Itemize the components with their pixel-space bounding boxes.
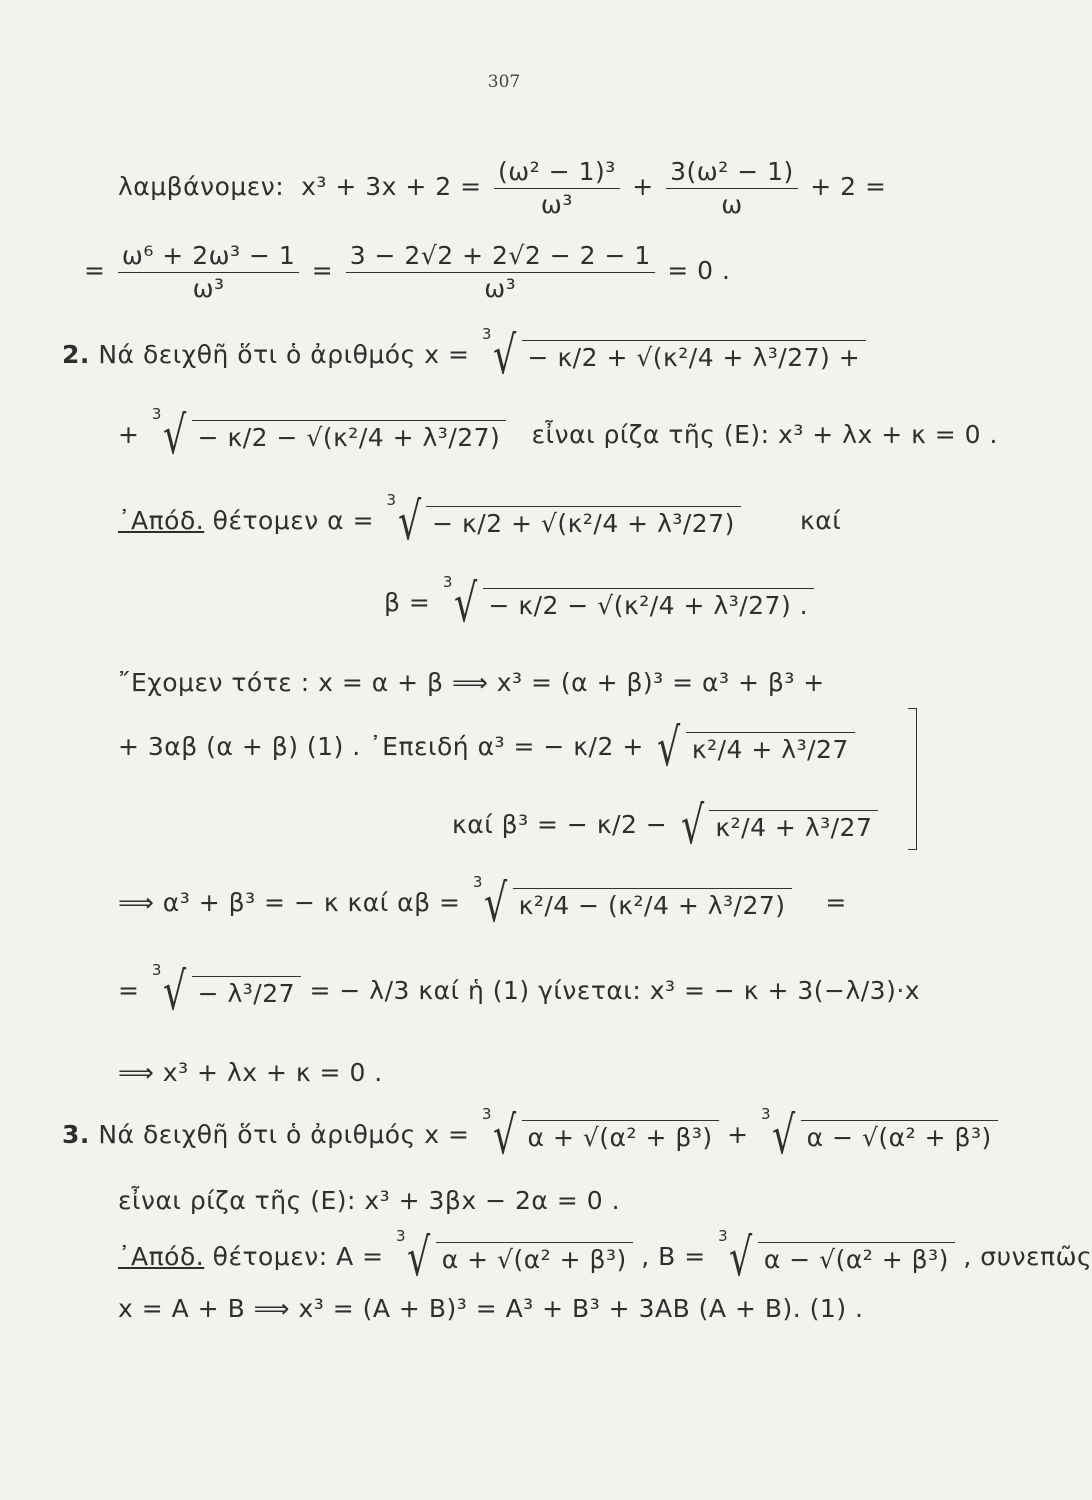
cube-root bbox=[714, 1227, 955, 1288]
expr-becomes: = − λ/3 καί ἡ (1) γίνεται: x³ = − κ + 3(−λ/3)·x bbox=[309, 976, 921, 1005]
radicand: κ²/4 − (κ²/4 + λ³/27) bbox=[513, 888, 792, 920]
fraction-4 bbox=[346, 242, 655, 302]
beta-lhs: β = bbox=[384, 588, 431, 617]
radical-sign: √ bbox=[162, 406, 187, 466]
radical-sign: √ bbox=[162, 962, 187, 1022]
cube-root bbox=[439, 573, 814, 634]
root-index: 3 bbox=[481, 1105, 492, 1123]
fraction-3-num: ω⁶ + 2ω³ − 1 bbox=[118, 242, 299, 273]
radicand: − κ/2 + √(κ²/4 + λ³/27) bbox=[426, 506, 741, 538]
fraction-2-num: 3(ω² − 1) bbox=[666, 158, 798, 189]
fraction-3-den: ω³ bbox=[192, 273, 225, 303]
plus-sign: + bbox=[632, 172, 654, 201]
fraction-3 bbox=[118, 242, 299, 302]
root-of-equation-text: εἶναι ρίζα τῆς (E): x³ + λx + κ = 0 . bbox=[531, 420, 998, 449]
radical-sign: √ bbox=[453, 574, 478, 634]
page-number: 307 bbox=[487, 72, 521, 92]
fraction-4-den: ω³ bbox=[484, 273, 517, 303]
root-index: 3 bbox=[481, 325, 492, 343]
radical-sign: √ bbox=[772, 1106, 796, 1166]
plus-sign: + bbox=[118, 420, 140, 449]
radical-sign: √ bbox=[680, 796, 705, 856]
cube-root bbox=[757, 1105, 998, 1166]
problem-text: Νά δειχθῆ ὅτι ὁ ἀριθμός x = bbox=[98, 1120, 470, 1149]
cube-root bbox=[148, 961, 301, 1022]
radicand: α − √(α² + β³) bbox=[801, 1120, 998, 1152]
line-final: ⟹ x³ + λx + κ = 0 . bbox=[118, 1058, 383, 1087]
proof-text: θέτομεν α = bbox=[212, 506, 375, 535]
proof-text: θέτομεν: A = bbox=[212, 1242, 384, 1271]
root-index: 3 bbox=[472, 873, 483, 891]
proof-2-line bbox=[118, 1227, 1092, 1288]
fraction-2-den: ω bbox=[721, 189, 743, 219]
line-3ab bbox=[118, 718, 855, 778]
problem-2-line-2 bbox=[118, 405, 998, 466]
problem-2-statement bbox=[62, 325, 866, 386]
expr-3ab: + 3αβ (α + β) (1) . ᾿Επειδή α³ = − κ/2 + bbox=[118, 732, 644, 761]
radicand: − κ/2 − √(κ²/4 + λ³/27) bbox=[192, 420, 507, 452]
synepos-text: , συνεπῶς bbox=[963, 1242, 1092, 1271]
line-exomen: ῎Εχομεν τότε : x = α + β ⟹ x³ = (α + β)³ = α³ + β³ + bbox=[118, 668, 825, 697]
radicand: α + √(α² + β³) bbox=[436, 1242, 633, 1274]
expr-implies: ⟹ α³ + β³ = − κ καί αβ = bbox=[118, 888, 461, 917]
proof-label: ᾿Απόδ. bbox=[118, 1242, 205, 1271]
problem-number: 2. bbox=[62, 340, 90, 369]
line-implies-ab bbox=[118, 873, 847, 934]
expr-tail: + 2 = bbox=[810, 172, 887, 201]
proof-line-alpha bbox=[118, 491, 842, 552]
radical-sign: √ bbox=[397, 492, 422, 552]
radical-sign: √ bbox=[492, 1106, 517, 1166]
fraction-1 bbox=[494, 158, 620, 218]
square-root bbox=[652, 718, 855, 778]
root-index: 3 bbox=[760, 1105, 772, 1123]
cube-root bbox=[478, 325, 866, 386]
line-omega bbox=[84, 242, 730, 302]
equals-sign: = bbox=[825, 888, 847, 917]
root-index: 3 bbox=[442, 573, 453, 591]
cube-root bbox=[392, 1227, 633, 1288]
expr-b: , B = bbox=[641, 1242, 706, 1271]
radicand: α + √(α² + β³) bbox=[522, 1120, 719, 1152]
radicand: κ²/4 + λ³/27 bbox=[709, 810, 878, 842]
fraction-1-den: ω³ bbox=[540, 189, 573, 219]
proof-label: ᾿Απόδ. bbox=[118, 506, 205, 535]
plus-sign: + bbox=[727, 1120, 749, 1149]
root-index: 3 bbox=[718, 1227, 729, 1245]
expr-lhs: x³ + 3x + 2 = bbox=[301, 172, 482, 201]
square-root bbox=[676, 796, 879, 856]
expr-kai-beta: καί β³ = − κ/2 − bbox=[452, 810, 668, 839]
fraction-4-num: 3 − 2√2 + 2√2 − 2 − 1 bbox=[346, 242, 655, 273]
line-lambda-over-3 bbox=[118, 961, 921, 1022]
radical-sign: √ bbox=[484, 874, 508, 934]
right-bracket bbox=[908, 708, 917, 850]
problem-3-statement bbox=[62, 1105, 998, 1166]
radicand: − κ/2 − √(κ²/4 + λ³/27) . bbox=[483, 588, 815, 620]
fraction-2 bbox=[666, 158, 798, 218]
radical-sign: √ bbox=[729, 1228, 753, 1288]
expr-zero: = 0 . bbox=[667, 256, 731, 285]
cube-root bbox=[469, 873, 792, 934]
radical-sign: √ bbox=[407, 1228, 431, 1288]
label-lambanomen: λαμβάνομεν: bbox=[118, 172, 285, 201]
root-index: 3 bbox=[151, 961, 162, 979]
root-index: 3 bbox=[151, 405, 162, 423]
line-kai-beta bbox=[452, 796, 878, 856]
problem-number: 3. bbox=[62, 1120, 90, 1149]
fraction-1-num: (ω² − 1)³ bbox=[494, 158, 620, 189]
cube-root bbox=[478, 1105, 719, 1166]
root-index: 3 bbox=[386, 491, 397, 509]
radicand: − λ³/27 bbox=[192, 976, 301, 1008]
radicand: − κ/2 + √(κ²/4 + λ³/27) + bbox=[522, 340, 867, 372]
equals-sign: = bbox=[118, 976, 140, 1005]
cube-root bbox=[382, 491, 740, 552]
radical-sign: √ bbox=[492, 326, 517, 386]
problem-text: Νά δειχθῆ ὅτι ὁ ἀριθμός x = bbox=[98, 340, 470, 369]
proof-line-beta bbox=[384, 573, 814, 634]
root-index: 3 bbox=[396, 1227, 407, 1245]
radicand: κ²/4 + λ³/27 bbox=[686, 732, 855, 764]
cube-root bbox=[148, 405, 506, 466]
line-last: x = A + B ⟹ x³ = (A + B)³ = A³ + B³ + 3AB (A + B). (1) . bbox=[118, 1294, 864, 1323]
kai-word: καί bbox=[800, 506, 842, 535]
problem-3-line-2: εἶναι ρίζα τῆς (E): x³ + 3βx − 2α = 0 . bbox=[118, 1186, 621, 1215]
equals-sign-2: = bbox=[311, 256, 334, 285]
radicand: α − √(α² + β³) bbox=[758, 1242, 955, 1274]
radical-sign: √ bbox=[657, 718, 681, 778]
line-lambanomen bbox=[118, 158, 886, 218]
equals-sign: = bbox=[84, 256, 106, 285]
